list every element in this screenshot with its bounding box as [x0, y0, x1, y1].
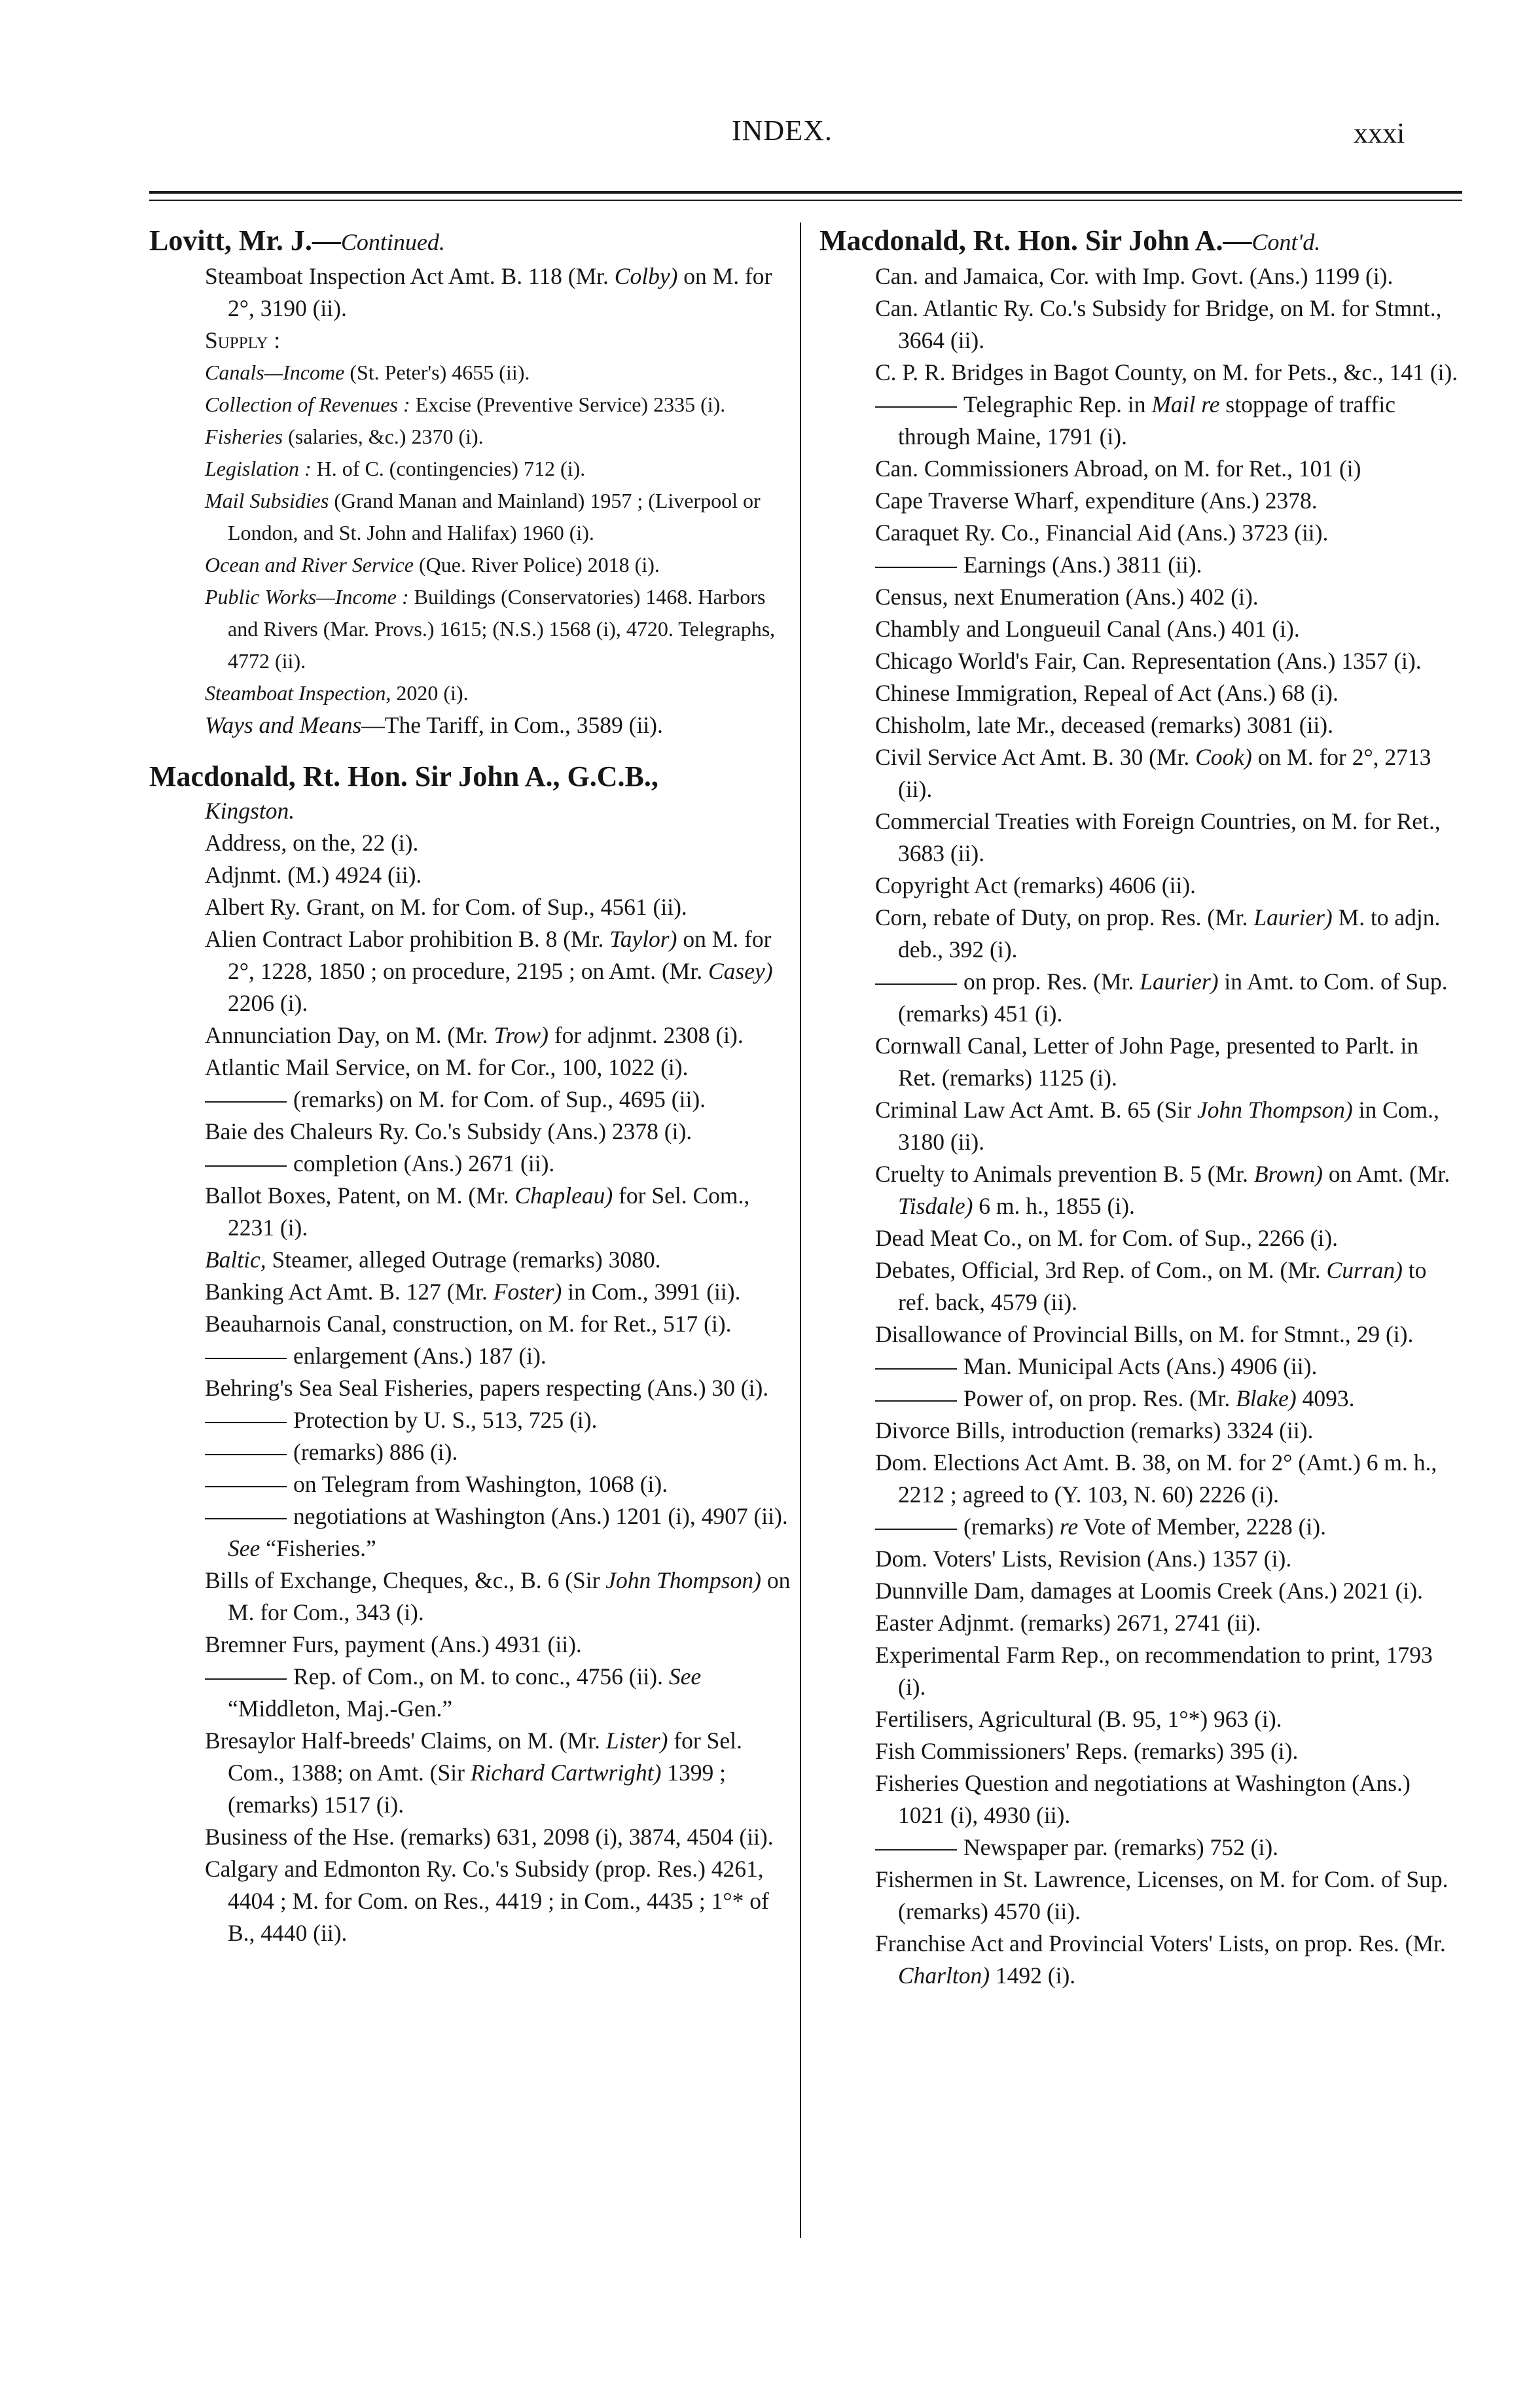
page-number: xxxi	[1354, 117, 1405, 149]
index-entry: (remarks) re Vote of Member, 2228 (i).	[819, 1511, 1461, 1543]
index-entry: Criminal Law Act Amt. B. 65 (Sir John Thompson) in Com., 3180 (ii).	[875, 1097, 1439, 1155]
index-entry: Bremner Furs, payment (Ans.) 4931 (ii).	[205, 1631, 582, 1657]
index-entry: Can. and Jamaica, Cor. with Imp. Govt. (Ans.) 1199 (i).	[875, 263, 1394, 289]
index-entry: Canals—Income (St. Peter's) 4655 (ii).	[205, 361, 530, 384]
index-entry: Rep. of Com., on M. to conc., 4756 (ii). See “Middleton, Maj.-Gen.”	[149, 1661, 791, 1725]
index-entry: Can. Atlantic Ry. Co.'s Subsidy for Bridge, on M. for Stmnt., 3664 (ii).	[875, 295, 1442, 353]
index-entry: Ways and Means—The Tariff, in Com., 3589 (ii).	[205, 712, 663, 738]
index-entry: Newspaper par. (remarks) 752 (i).	[819, 1832, 1461, 1864]
index-entry: completion (Ans.) 2671 (ii).	[149, 1148, 791, 1180]
index-entry: Behring's Sea Seal Fisheries, papers respecting (Ans.) 30 (i).	[205, 1375, 769, 1401]
index-entry: Chinese Immigration, Repeal of Act (Ans.) 68 (i).	[875, 680, 1339, 706]
index-entry: Protection by U. S., 513, 725 (i).	[149, 1404, 791, 1436]
index-entry: Dom. Voters' Lists, Revision (Ans.) 1357 (i).	[875, 1546, 1292, 1572]
index-entry: Dead Meat Co., on M. for Com. of Sup., 2266 (i).	[875, 1225, 1338, 1251]
index-entry: Legislation : H. of C. (contingencies) 712 (i).	[205, 457, 586, 480]
index-entry: Man. Municipal Acts (Ans.) 4906 (ii).	[819, 1351, 1461, 1383]
index-entry: Baltic, Steamer, alleged Outrage (remarks) 3080.	[205, 1247, 661, 1273]
ditto-dash	[875, 1368, 957, 1370]
index-heading-subtitle: Kingston.	[205, 798, 295, 824]
ditto-dash	[875, 567, 957, 568]
index-entry: Ballot Boxes, Patent, on M. (Mr. Chapleau) for Sel. Com., 2231 (i).	[205, 1182, 750, 1241]
index-entry: Cornwall Canal, Letter of John Page, presented to Parlt. in Ret. (remarks) 1125 (i).	[875, 1033, 1419, 1091]
index-entry: Adjnmt. (M.) 4924 (ii).	[205, 862, 422, 888]
index-entry: Corn, rebate of Duty, on prop. Res. (Mr. Laurier) M. to adjn. deb., 392 (i).	[875, 904, 1441, 963]
index-entry: Bresaylor Half-breeds' Claims, on M. (Mr. Lister) for Sel. Com., 1388; on Amt. (Sir Richard Cartwright) 1399 ; (remarks) 1517 (i).	[205, 1727, 742, 1818]
header-rule-thick	[149, 191, 1462, 194]
index-entry: Copyright Act (remarks) 4606 (ii).	[875, 872, 1196, 898]
ditto-dash	[205, 1518, 287, 1519]
index-entry: Alien Contract Labor prohibition B. 8 (Mr. Taylor) on M. for 2°, 1228, 1850 ; on procedure, 2195 ; on Amt. (Mr. Casey) 2206 (i).	[205, 926, 773, 1016]
index-entry: Fertilisers, Agricultural (B. 95, 1°*) 963 (i).	[875, 1706, 1282, 1732]
index-entry: Steamboat Inspection, 2020 (i).	[205, 681, 469, 705]
index-entry: Power of, on prop. Res. (Mr. Blake) 4093.	[819, 1383, 1461, 1415]
index-entry: Fishermen in St. Lawrence, Licenses, on M. for Com. of Sup. (remarks) 4570 (ii).	[875, 1866, 1448, 1924]
index-entry: Cape Traverse Wharf, expenditure (Ans.) 2378.	[875, 487, 1318, 514]
right-column	[819, 222, 1461, 1992]
index-entry: Public Works—Income : Buildings (Conservatories) 1468. Harbors and Rivers (Mar. Provs.) 1615; (N.S.) 1568 (i), 4720. Telegraphs, 4772 (ii).	[205, 585, 776, 673]
index-entry: enlargement (Ans.) 187 (i).	[149, 1340, 791, 1372]
ditto-dash	[205, 1678, 287, 1680]
index-entry: Business of the Hse. (remarks) 631, 2098 (i), 3874, 4504 (ii).	[205, 1824, 774, 1850]
index-entry: Experimental Farm Rep., on recommendation to print, 1793 (i).	[875, 1642, 1433, 1700]
page-header	[0, 98, 1529, 157]
header-rule-thin	[149, 200, 1462, 201]
index-entry: Cruelty to Animals prevention B. 5 (Mr. Brown) on Amt. (Mr. Tisdale) 6 m. h., 1855 (i).	[875, 1161, 1450, 1219]
index-entry: Fisheries (salaries, &c.) 2370 (i).	[205, 425, 484, 448]
ditto-dash	[205, 1422, 287, 1423]
index-entry: Caraquet Ry. Co., Financial Aid (Ans.) 3723 (ii).	[875, 520, 1329, 546]
index-entry: Annunciation Day, on M. (Mr. Trow) for adjnmt. 2308 (i).	[205, 1022, 744, 1048]
index-entry: Dunnville Dam, damages at Loomis Creek (Ans.) 2021 (i).	[875, 1578, 1424, 1604]
index-entry: Ocean and River Service (Que. River Police) 2018 (i).	[205, 553, 660, 576]
index-entry: Commercial Treaties with Foreign Countries, on M. for Ret., 3683 (ii).	[875, 808, 1441, 866]
index-entry: Albert Ry. Grant, on M. for Com. of Sup., 4561 (ii).	[205, 894, 687, 920]
ditto-dash	[205, 1454, 287, 1455]
index-entry: Disallowance of Provincial Bills, on M. for Stmnt., 29 (i).	[875, 1321, 1414, 1347]
index-heading-lovitt: Lovitt, Mr. J.—Continued.	[149, 224, 445, 257]
ditto-dash	[205, 1101, 287, 1103]
ditto-dash	[875, 406, 957, 408]
left-column	[149, 222, 791, 1949]
ditto-dash	[205, 1165, 287, 1167]
index-entry: Civil Service Act Amt. B. 30 (Mr. Cook) on M. for 2°, 2713 (ii).	[875, 744, 1431, 802]
index-entry: Easter Adjnmt. (remarks) 2671, 2741 (ii).	[875, 1610, 1261, 1636]
index-entry: C. P. R. Bridges in Bagot County, on M. for Pets., &c., 141 (i).	[875, 359, 1458, 385]
ditto-dash	[875, 1849, 957, 1850]
index-entry: negotiations at Washington (Ans.) 1201 (i), 4907 (ii). See “Fisheries.”	[149, 1500, 791, 1565]
index-entry: Collection of Revenues : Excise (Preventive Service) 2335 (i).	[205, 393, 726, 416]
index-entry: Beauharnois Canal, construction, on M. for Ret., 517 (i).	[205, 1311, 732, 1337]
index-entry: (remarks) 886 (i).	[149, 1436, 791, 1468]
index-entry: Address, on the, 22 (i).	[205, 830, 419, 856]
index-entry: Telegraphic Rep. in Mail re stoppage of traffic through Maine, 1791 (i).	[819, 389, 1461, 453]
index-heading-macdonald: Macdonald, Rt. Hon. Sir John A., G.C.B.,	[149, 760, 658, 792]
index-entry: Franchise Act and Provincial Voters' Lists, on prop. Res. (Mr. Charlton) 1492 (i).	[875, 1930, 1446, 1989]
index-entry: Chisholm, late Mr., deceased (remarks) 3081 (ii).	[875, 712, 1333, 738]
ditto-dash	[205, 1486, 287, 1487]
column-divider	[800, 222, 801, 2238]
index-entry: Dom. Elections Act Amt. B. 38, on M. for 2° (Amt.) 6 m. h., 2212 ; agreed to (Y. 103, N. 60) 2226 (i).	[875, 1449, 1437, 1508]
index-entry: Chambly and Longueuil Canal (Ans.) 401 (i).	[875, 616, 1300, 642]
index-entry: Mail Subsidies (Grand Manan and Mainland) 1957 ; (Liverpool or London, and St. John and Halifax) 1960 (i).	[205, 489, 761, 544]
index-entry: Debates, Official, 3rd Rep. of Com., on M. (Mr. Curran) to ref. back, 4579 (ii).	[875, 1257, 1427, 1315]
index-entry: Bills of Exchange, Cheques, &c., B. 6 (Sir John Thompson) on M. for Com., 343 (i).	[205, 1567, 791, 1625]
index-entry: on Telegram from Washington, 1068 (i).	[149, 1468, 791, 1500]
ditto-dash	[205, 1358, 287, 1359]
supply-label: Supply :	[205, 327, 281, 353]
index-entry: (remarks) on M. for Com. of Sup., 4695 (ii).	[149, 1084, 791, 1116]
index-entry: Calgary and Edmonton Ry. Co.'s Subsidy (prop. Res.) 4261, 4404 ; M. for Com. on Res., 4419 ; in Com., 4435 ; 1°* of B., 4440 (ii).	[205, 1856, 769, 1946]
index-entry: Census, next Enumeration (Ans.) 402 (i).	[875, 584, 1259, 610]
index-entry: Fisheries Question and negotiations at Washington (Ans.) 1021 (i), 4930 (ii).	[875, 1770, 1411, 1828]
index-entry: Fish Commissioners' Reps. (remarks) 395 (i).	[875, 1738, 1299, 1764]
index-entry: Baie des Chaleurs Ry. Co.'s Subsidy (Ans.) 2378 (i).	[205, 1118, 693, 1144]
ditto-dash	[875, 983, 957, 985]
index-entry: Chicago World's Fair, Can. Representation (Ans.) 1357 (i).	[875, 648, 1422, 674]
index-entry: Divorce Bills, introduction (remarks) 3324 (ii).	[875, 1417, 1314, 1443]
page-title: INDEX.	[732, 115, 833, 147]
index-entry: Banking Act Amt. B. 127 (Mr. Foster) in Com., 3991 (ii).	[205, 1279, 741, 1305]
index-heading-macdonald-continued: Macdonald, Rt. Hon. Sir John A.—Cont'd.	[819, 224, 1321, 257]
index-entry: Earnings (Ans.) 3811 (ii).	[819, 549, 1461, 581]
index-entry: Atlantic Mail Service, on M. for Cor., 100, 1022 (i).	[205, 1054, 689, 1080]
ditto-dash	[875, 1529, 957, 1530]
ditto-dash	[875, 1400, 957, 1402]
index-entry: on prop. Res. (Mr. Laurier) in Amt. to Com. of Sup. (remarks) 451 (i).	[819, 966, 1461, 1030]
index-entry: Steamboat Inspection Act Amt. B. 118 (Mr. Colby) on M. for 2°, 3190 (ii).	[205, 263, 772, 321]
index-entry: Can. Commissioners Abroad, on M. for Ret., 101 (i)	[875, 455, 1361, 482]
